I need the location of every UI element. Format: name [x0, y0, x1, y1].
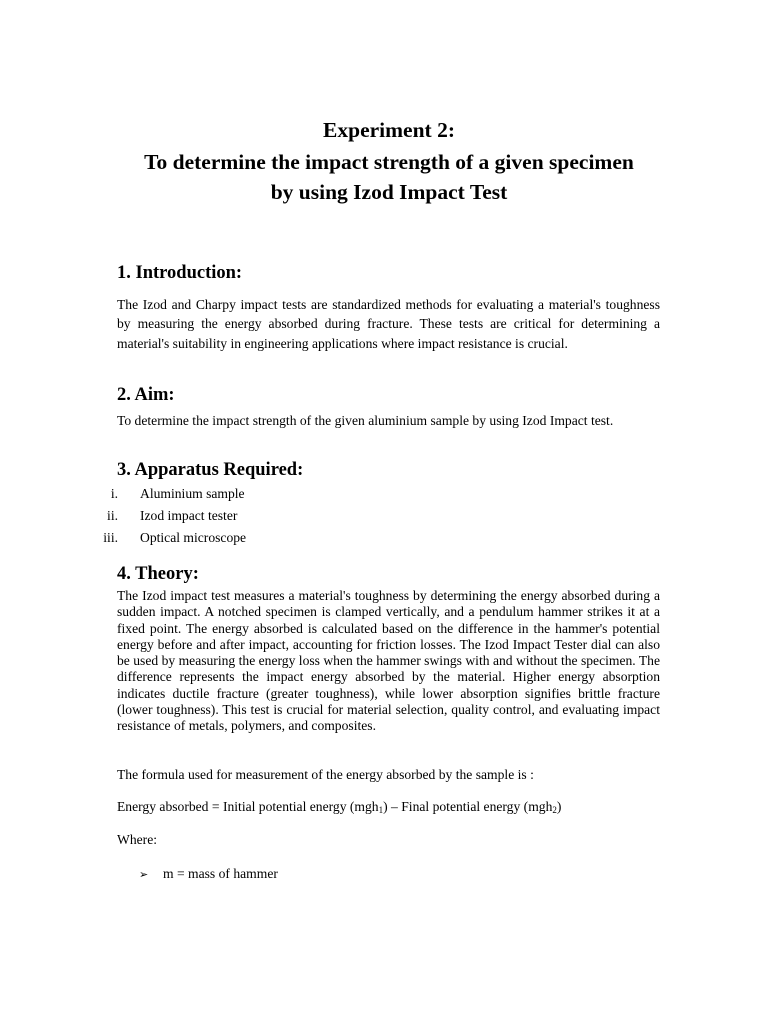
apparatus-list-item: [0, 506, 400, 526]
subscript-2: 2: [552, 805, 557, 815]
list-item-text: Izod impact tester: [140, 508, 238, 523]
list-number: iii.: [103, 530, 118, 545]
introduction-heading: 1. Introduction:: [117, 263, 243, 283]
introduction-text: The Izod and Charpy impact tests are standardized methods for evaluating a material's toughness by measuring the energy absorbed during fracture. These tests are critical for determining a material's suitability in engineering applications where impact resistance is crucial.: [117, 297, 660, 351]
variable-definition-text: m = mass of hammer: [163, 866, 278, 881]
list-item-text: Optical microscope: [140, 530, 247, 545]
variable-definition-item: [139, 864, 278, 884]
arrow-bullet-icon: ➢: [139, 868, 149, 881]
formula-intro: The formula used for measurement of the energy absorbed by the sample is :: [117, 767, 534, 782]
subscript-1: 1: [378, 805, 384, 815]
apparatus-list-item: [0, 528, 400, 548]
aim-text: To determine the impact strength of the given aluminium sample by using Izod Impact test.: [117, 413, 614, 428]
experiment-title-line-2: by using Izod Impact Test: [270, 180, 508, 204]
list-item-text: Aluminium sample: [140, 486, 245, 501]
experiment-number: Experiment 2:: [323, 118, 455, 142]
apparatus-heading: 3. Apparatus Required:: [117, 460, 304, 480]
formula-middle: ) – Final potential energy (mgh: [383, 799, 553, 814]
formula-left: Energy absorbed = Initial potential energy (mgh: [117, 799, 379, 814]
list-number: i.: [110, 486, 118, 501]
apparatus-list-item: [0, 484, 400, 504]
formula-right: ): [556, 799, 562, 814]
experiment-title-line-1: To determine the impact strength of a given specimen: [144, 150, 634, 174]
theory-text: The Izod impact test measures a material's toughness by determining the energy absorbed during a sudden impact. A notched specimen is clamped vertically, and a pendulum hammer strikes it at a fixed point. The energy absorbed is calculated based on the difference in the hammer's potential energy before and after impact, accounting for friction losses. The Izod Impact Tester dial can also be used by measuring the energy loss when the hammer swings with and without the specimen. The difference represents the impact energy absorbed by the material. Higher energy absorption indicates ductile fracture (greater toughness), while lower absorption signifies brittle fracture (lower toughness). This test is crucial for material selection, quality control, and evaluating impact resistance of metals, polymers, and composites.: [117, 588, 660, 734]
theory-heading: 4. Theory:: [117, 564, 199, 584]
aim-heading: 2. Aim:: [117, 385, 175, 405]
energy-formula: [117, 799, 561, 815]
list-number: ii.: [107, 508, 118, 523]
where-label: Where:: [117, 832, 157, 847]
